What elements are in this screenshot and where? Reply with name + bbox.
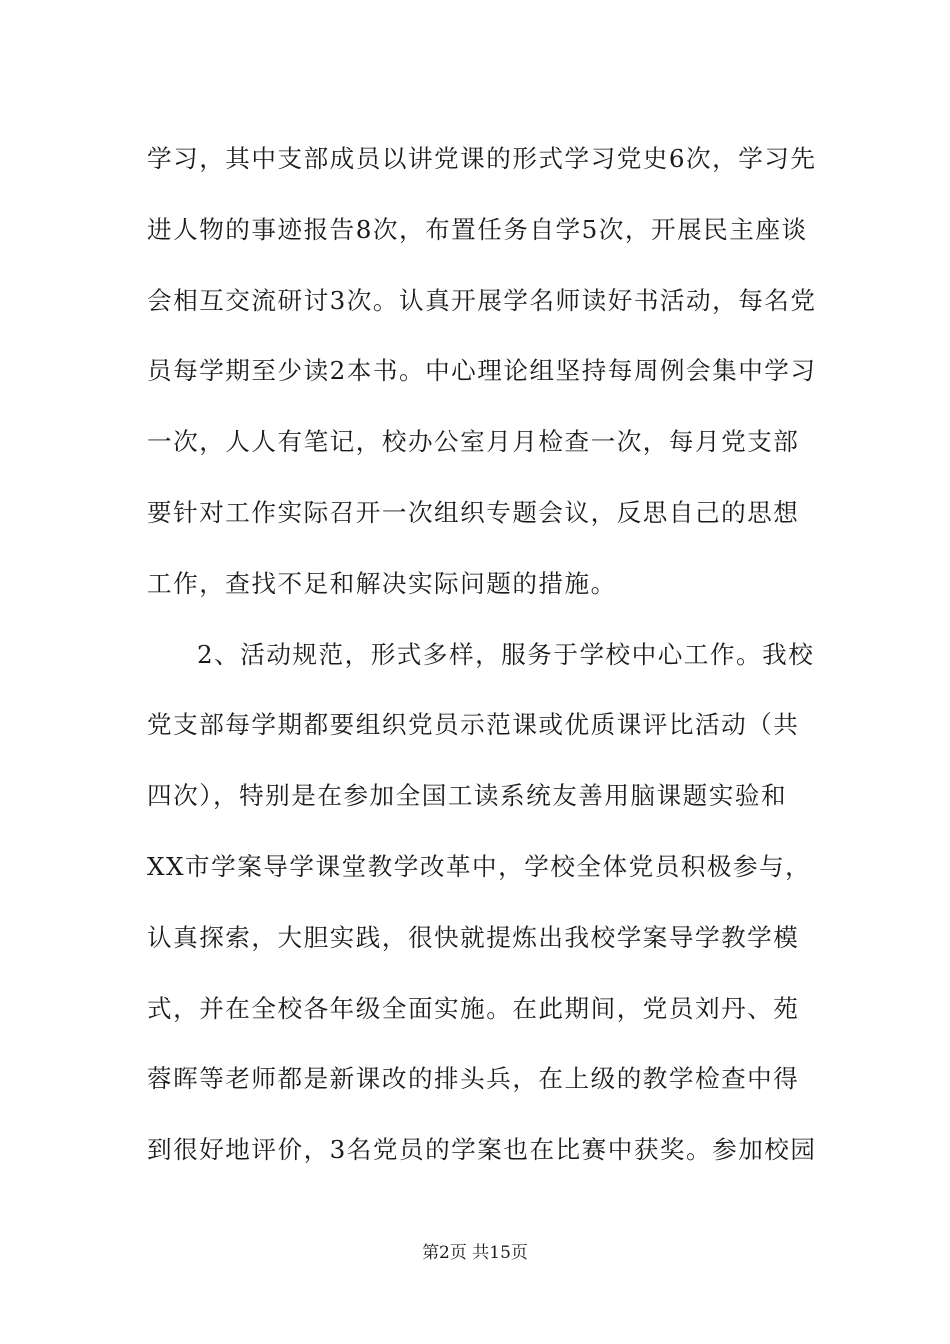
text-line: 员每学期至少读2本书。中心理论组坚持每周例会集中学习: [147, 356, 817, 386]
text-line: 党支部每学期都要组织党员示范课或优质课评比活动（共: [147, 710, 800, 740]
text-line: 蓉晖等老师都是新课改的排头兵，在上级的教学检查中得: [147, 1064, 800, 1094]
paragraph-start-line: 2、活动规范，形式多样，服务于学校中心工作。我校: [197, 639, 815, 669]
text-line: 要针对工作实际召开一次组织专题会议，反思自己的思想: [147, 497, 800, 527]
text-line: 会相互交流研讨3次。认真开展学名师读好书活动，每名党: [147, 285, 817, 315]
page-number-footer: 第2页 共15页: [422, 1243, 528, 1263]
text-line: 工作，查找不足和解决实际问题的措施。: [147, 568, 617, 598]
text-line: XX市学案导学课堂教学改革中，学校全体党员积极参与，: [147, 851, 812, 881]
body-text: [147, 131, 817, 1193]
text-line: 认真探索，大胆实践，很快就提炼出我校学案导学教学模: [147, 922, 800, 952]
text-line: 式，并在全校各年级全面实施。在此期间，党员刘丹、苑: [147, 993, 800, 1023]
text-line: 一次，人人有笔记，校办公室月月检查一次，每月党支部: [147, 427, 800, 457]
text-line: 学习，其中支部成员以讲党课的形式学习党史6次，学习先: [147, 144, 817, 173]
text-line: 四次），特别是在参加全国工读系统友善用脑课题实验和: [147, 781, 788, 811]
text-line: 进人物的事迹报告8次，布置任务自学5次，开展民主座谈: [147, 214, 808, 244]
text-line: 到很好地评价，3名党员的学案也在比赛中获奖。参加校园: [147, 1135, 817, 1165]
